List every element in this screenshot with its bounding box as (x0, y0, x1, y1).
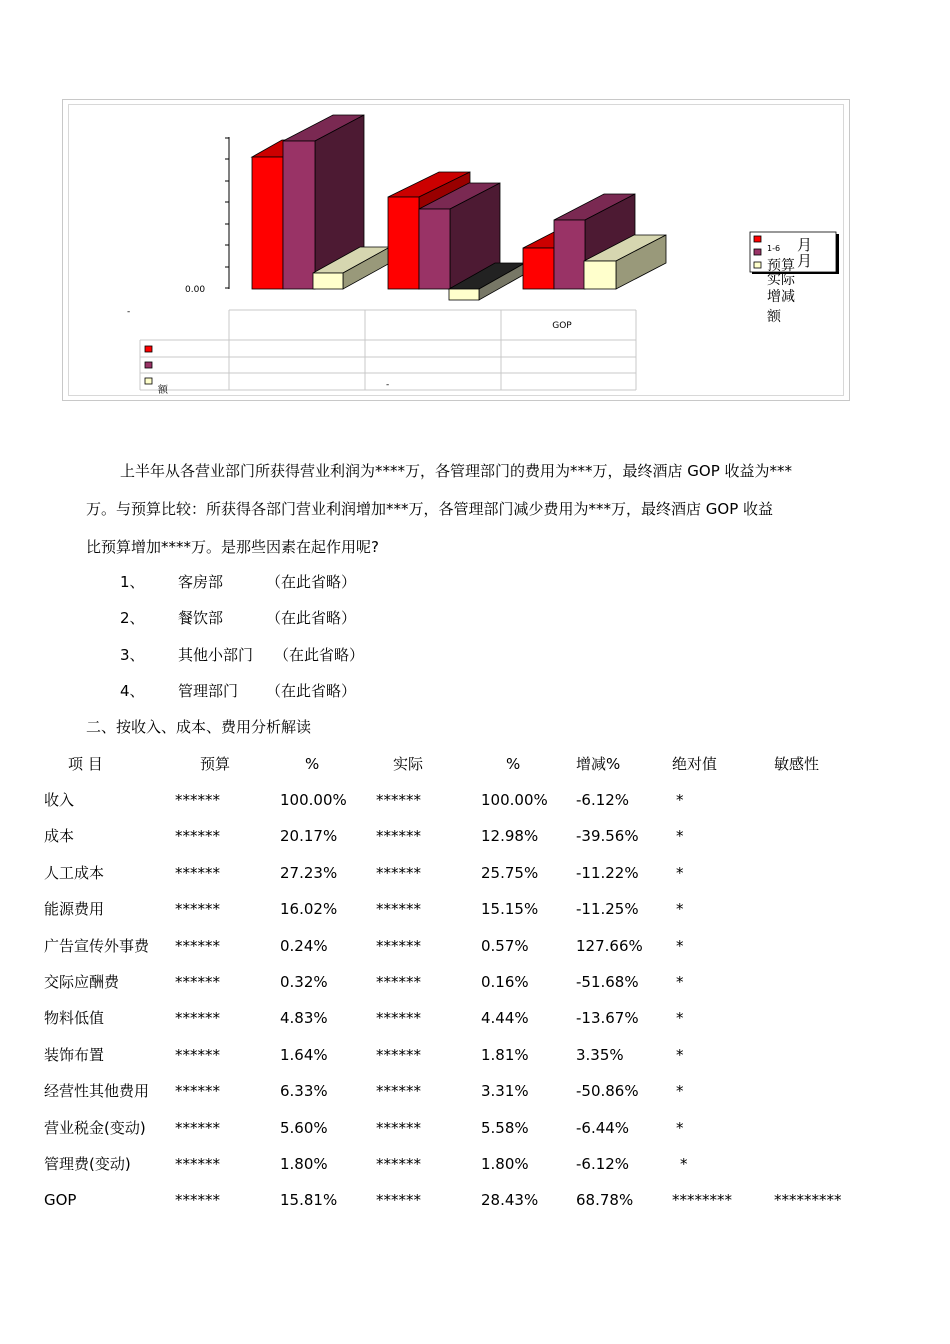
legend-key-budget (754, 236, 761, 242)
cell-item: 营业税金(变动) (44, 1118, 146, 1137)
cell-change-pct: 3.35% (576, 1045, 624, 1064)
cell-budget-pct: 100.00% (280, 791, 347, 809)
cell-actual: ****** (376, 791, 421, 809)
cell-budget-pct: 1.80% (280, 1155, 328, 1173)
list-note: （在此省略） (274, 646, 365, 664)
cell-item: 物料低值 (44, 1009, 105, 1028)
table-key-budget (145, 346, 152, 352)
list-note: （在此省略） (266, 682, 357, 700)
cell-change-pct: -11.25% (576, 900, 639, 919)
cell-budget: ****** (175, 900, 220, 919)
cell-absolute: * (676, 936, 684, 955)
cell-item: 能源费用 (44, 900, 105, 919)
legend-key-actual (754, 249, 761, 255)
cell-change-pct: -6.44% (576, 1118, 630, 1137)
cell-change-pct: -11.22% (576, 863, 639, 882)
cell-actual: ****** (376, 1045, 421, 1064)
table-row3-label: 额 (158, 385, 168, 396)
cell-budget-pct: 4.83% (280, 1009, 328, 1028)
cell-budget: ****** (175, 936, 220, 955)
category-label-3: GOP (552, 321, 572, 331)
list-note: （在此省略） (266, 573, 357, 591)
cell-item: 成本 (44, 827, 75, 846)
cell-absolute: * (676, 900, 684, 919)
cell-budget-pct: 6.33% (280, 1082, 328, 1101)
list-name: 餐饮部 (178, 609, 224, 627)
table-dash: - (386, 380, 390, 390)
section-heading: 二、按收入、成本、费用分析解读 (86, 718, 312, 736)
cell-actual: ****** (376, 1009, 421, 1028)
cell-actual-pct: 5.58% (481, 1118, 529, 1137)
cell-budget-pct: 15.81% (280, 1191, 338, 1210)
cell-budget-pct: 27.23% (280, 863, 338, 882)
table-key-change (145, 378, 152, 384)
list-item-3 (120, 645, 364, 665)
cell-item: 交际应酬费 (44, 973, 120, 991)
list-name: 客房部 (178, 573, 224, 591)
cell-absolute: * (680, 1155, 688, 1173)
cell-change-pct: -6.12% (576, 1155, 630, 1173)
cell-item: GOP (44, 1191, 77, 1210)
cell-actual-pct: 1.81% (481, 1045, 529, 1064)
cell-change-pct: -51.68% (576, 973, 639, 991)
cell-actual-pct: 0.57% (481, 936, 529, 955)
cell-item: 人工成本 (44, 863, 105, 882)
cell-budget-pct: 0.24% (280, 936, 328, 955)
cell-absolute: ******** (672, 1191, 732, 1210)
bar-chart (0, 0, 950, 410)
list-num: 4、 (120, 682, 145, 700)
left-dash: - (127, 307, 131, 317)
list-num: 2、 (120, 609, 145, 627)
cell-item: 收入 (44, 791, 75, 809)
legend-item-change-b: 额 (767, 309, 781, 325)
cell-actual-pct: 0.16% (481, 973, 529, 991)
cell-change-pct: 68.78% (576, 1191, 634, 1210)
cell-change-pct: -50.86% (576, 1082, 639, 1101)
list-item-4 (120, 681, 356, 701)
cell-item: 经营性其他费用 (44, 1082, 150, 1101)
list-name: 其他小部门 (178, 646, 254, 664)
cell-actual: ****** (376, 973, 421, 991)
list-note: （在此省略） (266, 609, 357, 627)
list-item-1 (120, 572, 356, 592)
cell-actual: ****** (376, 936, 421, 955)
cell-actual-pct: 100.00% (481, 791, 548, 809)
cell-change-pct: 127.66% (576, 936, 643, 955)
cell-actual-pct: 4.44% (481, 1009, 529, 1028)
legend-key-change (754, 262, 761, 268)
cell-actual-pct: 12.98% (481, 827, 539, 846)
list-num: 1、 (120, 573, 145, 591)
cell-actual-pct: 3.31% (481, 1082, 529, 1101)
cell-budget: ****** (175, 973, 220, 991)
cell-absolute: * (676, 791, 684, 809)
cell-budget: ****** (175, 827, 220, 846)
cell-budget: ****** (175, 863, 220, 882)
cell-budget-pct: 1.64% (280, 1045, 328, 1064)
legend-item-actual: 实际 (767, 272, 795, 288)
y-zero-label: 0.00 (185, 285, 206, 295)
cell-absolute: * (676, 1118, 684, 1137)
header-budget-pct: % (305, 755, 320, 773)
legend-period: 1-6 (767, 244, 781, 253)
cell-change-pct: -39.56% (576, 827, 639, 846)
cell-actual-pct: 25.75% (481, 863, 539, 882)
cell-sensitivity: ********* (774, 1191, 842, 1210)
header-actual: 实际 (393, 755, 424, 773)
cell-actual: ****** (376, 900, 421, 919)
cell-actual-pct: 1.80% (481, 1155, 529, 1173)
cell-budget: ****** (175, 1045, 220, 1064)
paragraph-line-1: 上半年从各营业部门所获得营业利润为****万，各管理部门的费用为***万，最终酒店 GOP 收益为*** (120, 462, 793, 480)
cell-budget-pct: 20.17% (280, 827, 338, 846)
cell-item: 装饰布置 (44, 1045, 105, 1064)
cell-actual: ****** (376, 1082, 421, 1101)
list-item-2 (120, 608, 356, 628)
cell-actual-pct: 28.43% (481, 1191, 539, 1210)
cell-item: 管理费(变动) (44, 1155, 131, 1173)
cell-absolute: * (676, 827, 684, 846)
cell-change-pct: -13.67% (576, 1009, 639, 1028)
header-budget: 预算 (200, 755, 231, 773)
cell-budget-pct: 0.32% (280, 973, 328, 991)
table-key-actual (145, 362, 152, 368)
cell-budget-pct: 5.60% (280, 1118, 328, 1137)
cell-budget: ****** (175, 791, 220, 809)
cell-actual-pct: 15.15% (481, 900, 539, 919)
cell-actual: ****** (376, 863, 421, 882)
legend-item-change: 增减 (767, 289, 795, 305)
header-actual-pct: % (506, 755, 521, 773)
cell-budget: ****** (175, 1009, 220, 1028)
list-name: 管理部门 (178, 682, 239, 700)
cell-item: 广告宣传外事费 (44, 936, 150, 955)
legend-month-2: 月 (797, 252, 813, 270)
cell-actual: ****** (376, 827, 421, 846)
cell-budget-pct: 16.02% (280, 900, 338, 919)
cell-change-pct: -6.12% (576, 791, 630, 809)
cell-budget: ****** (175, 1155, 220, 1173)
paragraph-line-3: 比预算增加****万。是那些因素在起作用呢? (86, 538, 379, 556)
cell-budget: ****** (175, 1082, 220, 1101)
paragraph-line-2: 万。与预算比较：所获得各部门营业利润增加***万，各管理部门减少费用为***万，最终酒店 GOP 收益 (86, 500, 774, 518)
list-num: 3、 (120, 646, 145, 664)
cell-actual: ****** (376, 1118, 421, 1137)
cell-absolute: * (676, 1045, 684, 1064)
legend-item-budget: 预算 (767, 258, 795, 274)
cell-budget: ****** (175, 1191, 220, 1210)
cell-actual: ****** (376, 1191, 421, 1210)
header-sensitivity: 敏感性 (774, 755, 820, 773)
header-absolute: 绝对值 (672, 755, 718, 773)
cell-actual: ****** (376, 1155, 421, 1173)
cell-absolute: * (676, 1082, 684, 1101)
y-ticks (225, 138, 229, 288)
cell-absolute: * (676, 863, 684, 882)
cell-absolute: * (676, 1009, 684, 1028)
chart-legend (750, 232, 839, 325)
header-item: 项 目 (68, 755, 103, 773)
header-change-pct: 增减% (576, 755, 621, 773)
cell-absolute: * (676, 973, 684, 991)
cell-budget: ****** (175, 1118, 220, 1137)
legend-month-1: 月 (797, 236, 813, 254)
